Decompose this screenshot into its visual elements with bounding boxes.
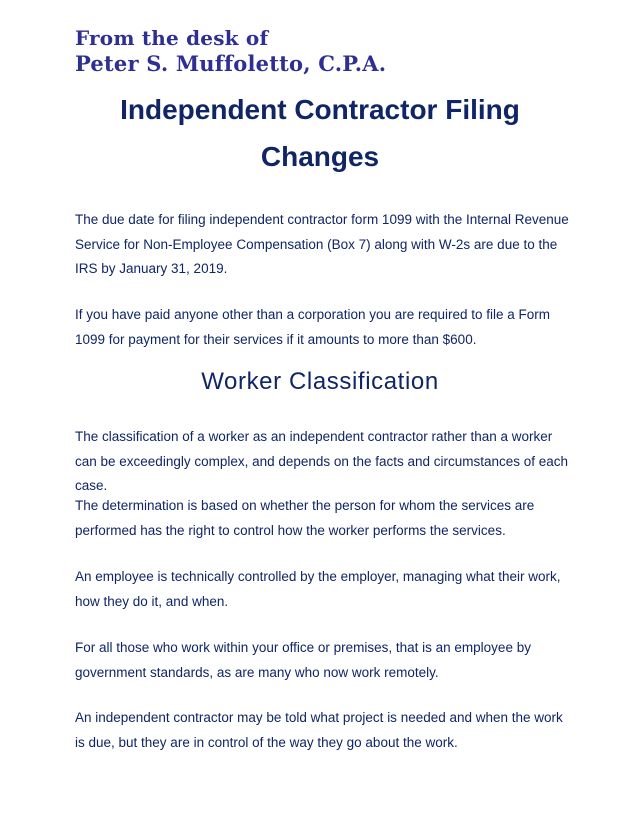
paragraph-independent-contractor: An independent contractor may be told what project is needed and when the work is due, but they are in control of the way they go about the work. — [75, 710, 563, 750]
letterhead-line-2: Peter S. Muffoletto, C.P.A. — [75, 51, 387, 76]
page-title: Independent Contractor Filing Changes — [120, 94, 520, 172]
letterhead — [75, 26, 386, 76]
paragraph-due-date: The due date for filing independent contractor form 1099 with the Internal Revenue Service for Non-Employee Compensation (Box 7) along with W-2s are due to the IRS by January 31, 2019. — [75, 212, 569, 276]
section-title: Worker Classification — [201, 368, 439, 395]
letterhead-line-1: From the desk of — [75, 26, 269, 50]
paragraph-classification: The classification of a worker as an independent contractor rather than a worker can be exceedingly complex, and depends on the facts and circumstances of each case. — [75, 429, 569, 493]
paragraph-employee: An employee is technically controlled by the employer, managing what their work, how they do it, and when. — [75, 569, 561, 609]
paragraph-form-1099: If you have paid anyone other than a corporation you are required to file a Form 1099 for payment for their services if it amounts to more than $600. — [75, 307, 551, 347]
paragraph-office: For all those who work within your office or premises, that is an employee by government standards, as are many who now work remotely. — [75, 640, 531, 680]
paragraph-determination: The determination is based on whether the person for whom the services are performed has the right to control how the worker performs the services. — [75, 498, 535, 538]
